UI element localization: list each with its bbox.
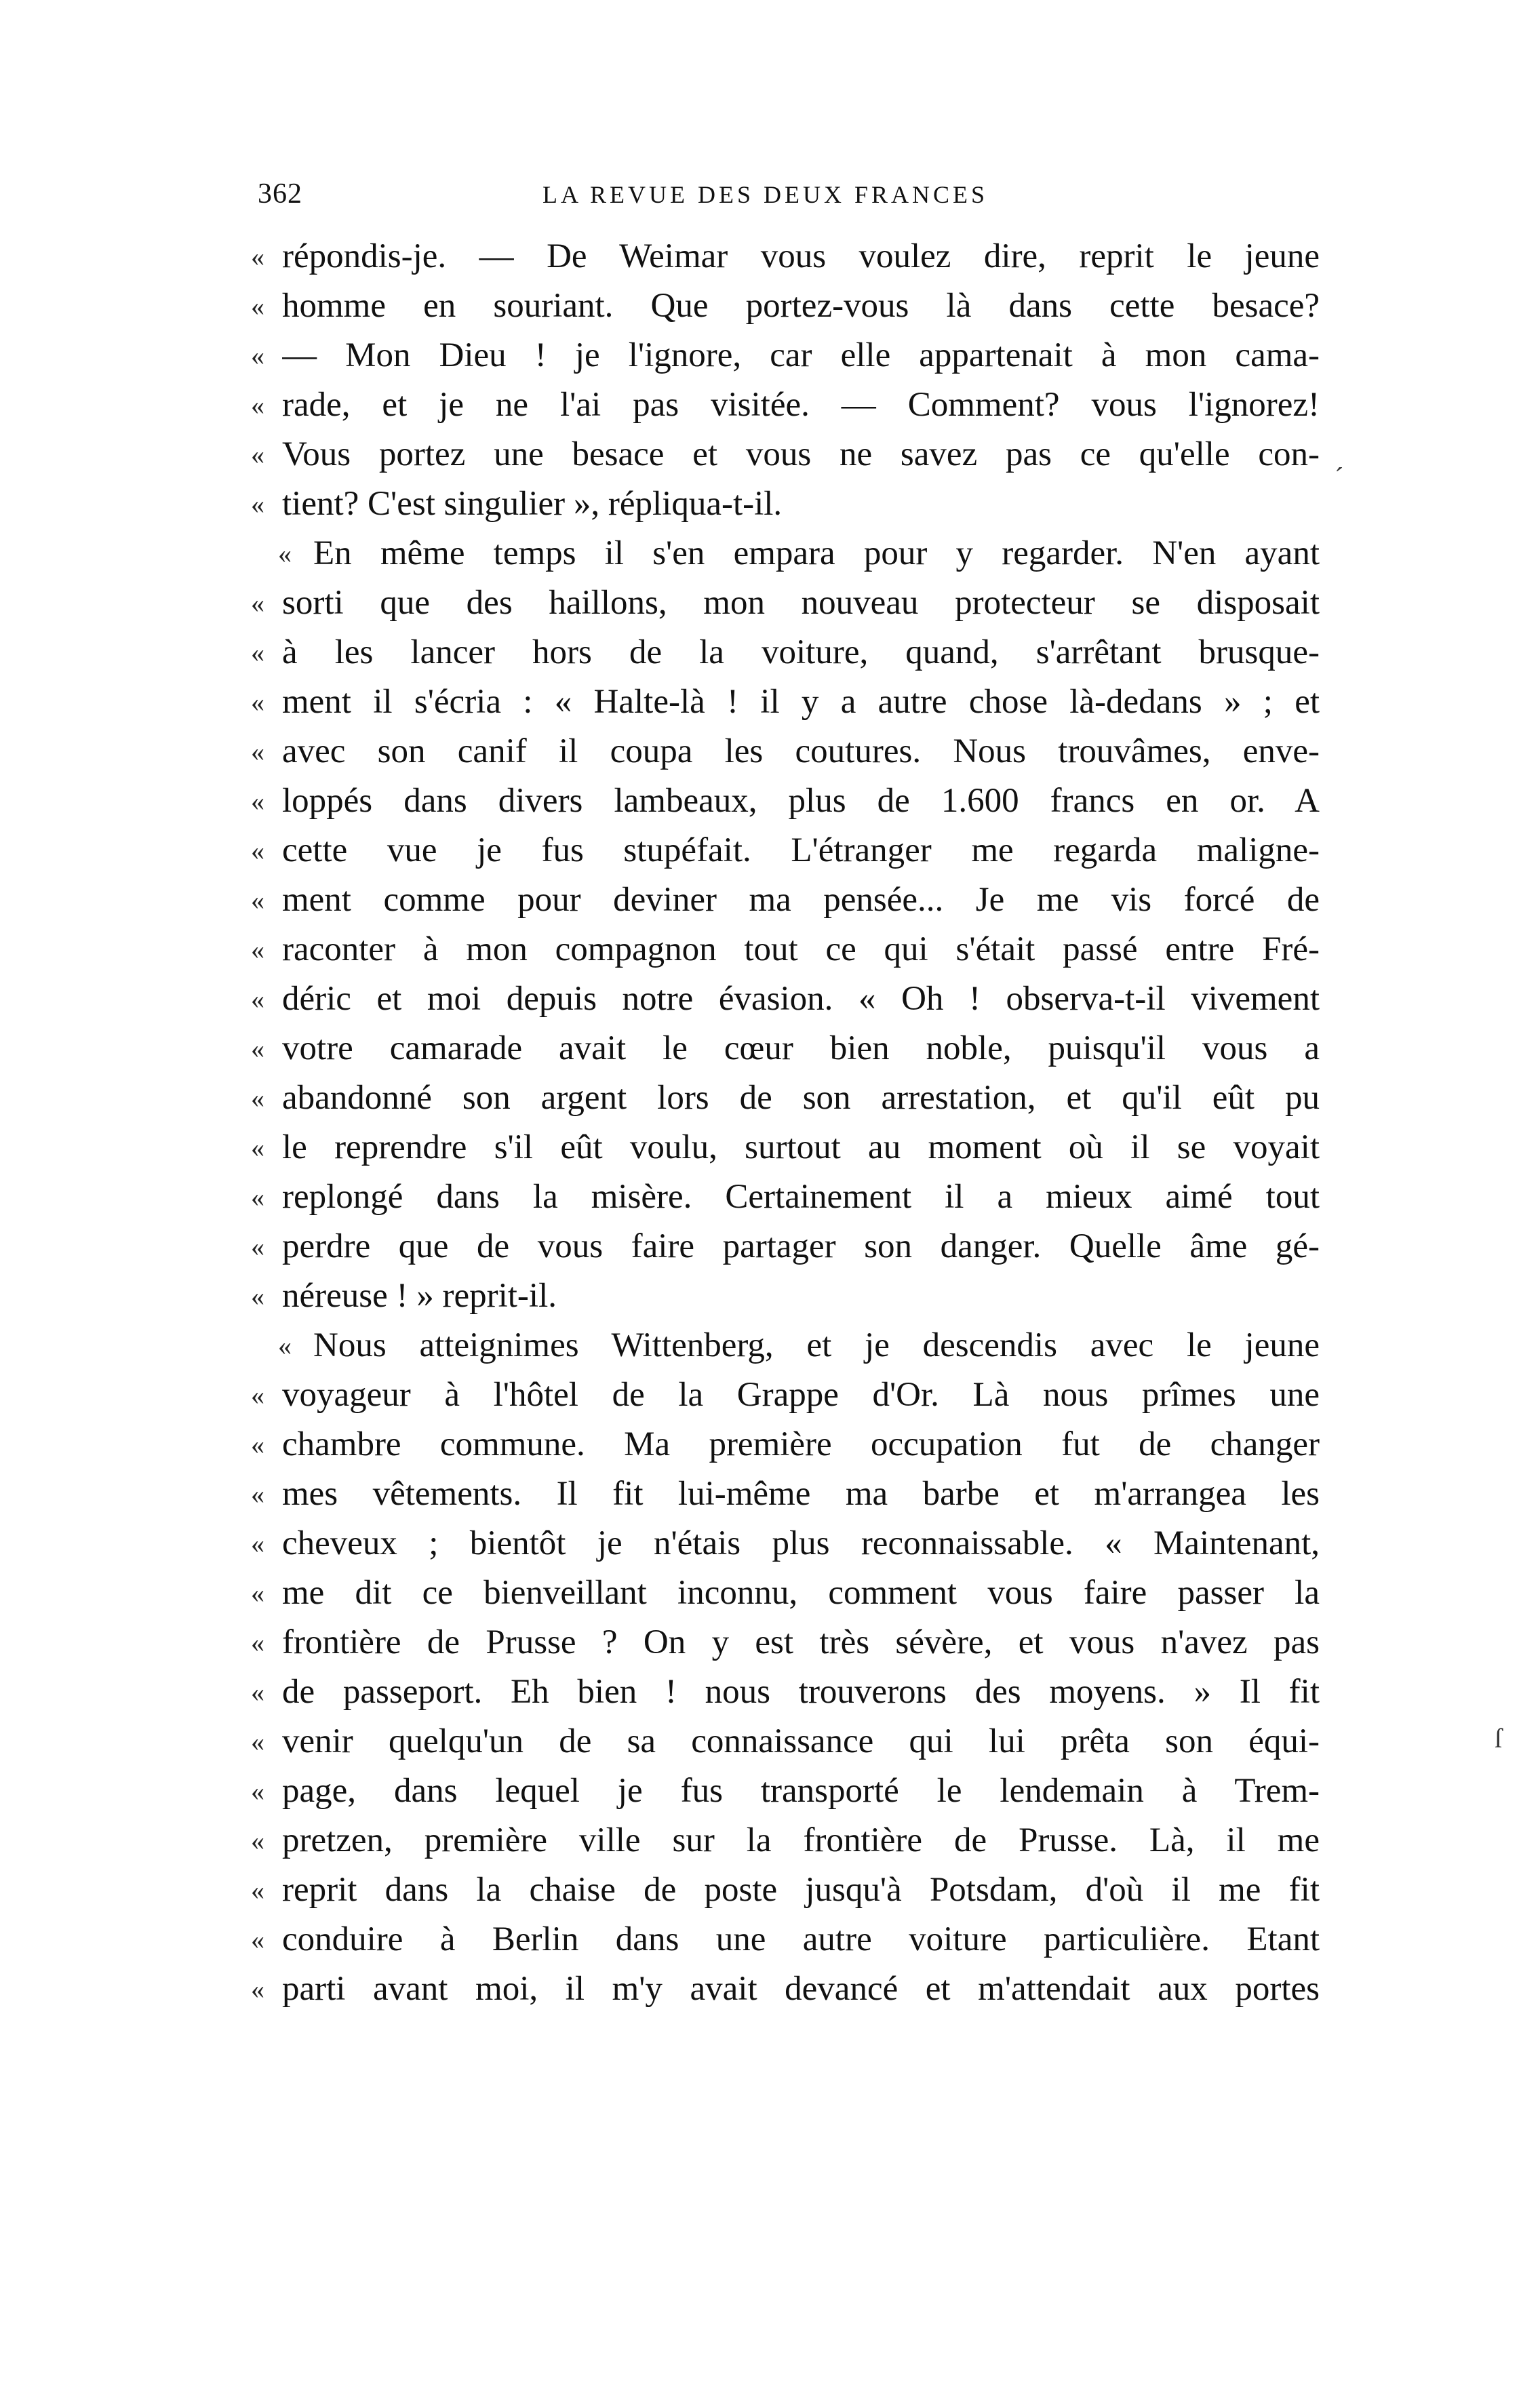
line-guillemet: «: [251, 1231, 264, 1262]
text-line: [251, 1519, 1320, 1568]
line-guillemet: «: [251, 489, 264, 519]
line-guillemet: «: [251, 588, 264, 618]
text-line: [251, 1073, 1320, 1123]
line-text: le reprendre s'il eût voulu, surtout au moment où il se voyait: [282, 1128, 1320, 1166]
line-text: ment comme pour deviner ma pensée... Je me vis forcé de: [282, 881, 1320, 919]
line-guillemet: «: [251, 687, 264, 717]
text-line: [251, 776, 1320, 826]
line-guillemet: «: [251, 1083, 264, 1113]
line-text: néreuse ! » reprit-il.: [282, 1277, 557, 1315]
line-text: abandonné son argent lors de son arrestation, et qu'il eût pu: [282, 1079, 1320, 1117]
text-line: [251, 727, 1320, 776]
text-line: [251, 1915, 1320, 1964]
line-guillemet: «: [251, 934, 264, 965]
text-line: [251, 578, 1320, 628]
line-text: replongé dans la misère. Certainement il a mieux aimé tout: [282, 1178, 1320, 1216]
line-guillemet: «: [251, 1578, 264, 1608]
text-line: [251, 1321, 1320, 1370]
text-line: [251, 380, 1320, 430]
line-text: mes vêtements. Il fit lui-même ma barbe et m'arrangea les: [282, 1475, 1320, 1513]
running-head: [258, 178, 1316, 218]
line-guillemet: «: [251, 1479, 264, 1509]
line-guillemet: «: [251, 1974, 264, 2004]
text-line: [251, 1865, 1320, 1915]
line-guillemet: «: [251, 1429, 264, 1460]
line-guillemet: «: [251, 736, 264, 767]
text-line: [251, 479, 1320, 529]
text-line: [251, 1123, 1320, 1172]
body-text: [251, 232, 1320, 2014]
line-text: votre camarade avait le cœur bien noble, puisqu'il vous a: [282, 1029, 1320, 1067]
line-text: de passeport. Eh bien ! nous trouverons des moyens. » Il fit: [282, 1673, 1320, 1711]
line-guillemet: «: [278, 538, 292, 569]
margin-mark-mid: ſ: [1495, 1723, 1503, 1754]
text-line: [251, 1469, 1320, 1519]
line-text: voyageur à l'hôtel de la Grappe d'Or. Là nous prîmes une: [282, 1376, 1320, 1414]
text-line: [251, 1172, 1320, 1222]
text-line: [251, 1717, 1320, 1766]
line-guillemet: «: [251, 1825, 264, 1856]
line-text: Nous atteignimes Wittenberg, et je descendis avec le jeune: [313, 1326, 1320, 1364]
line-guillemet: «: [251, 340, 264, 371]
line-text: cette vue je fus stupéfait. L'étranger me regarda maligne-: [282, 831, 1320, 869]
text-line: [251, 1964, 1320, 2014]
text-line: [251, 430, 1320, 479]
text-line: [251, 1024, 1320, 1073]
text-line: [251, 232, 1320, 281]
line-text: perdre que de vous faire partager son danger. Quelle âme gé-: [282, 1227, 1320, 1265]
line-guillemet: «: [251, 439, 264, 470]
line-text: rade, et je ne l'ai pas visitée. — Comment? vous l'ignorez!: [282, 386, 1320, 424]
text-line: [251, 875, 1320, 925]
text-line: [251, 281, 1320, 331]
line-text: avec son canif il coupa les coutures. Nous trouvâmes, enve-: [282, 732, 1320, 770]
line-guillemet: «: [251, 984, 264, 1014]
line-text: — Mon Dieu ! je l'ignore, car elle appartenait à mon cama-: [282, 336, 1320, 374]
line-guillemet: «: [251, 1875, 264, 1905]
margin-mark-top: ´: [1335, 462, 1344, 492]
line-text: parti avant moi, il m'y avait devancé et m'attendait aux portes: [282, 1970, 1320, 2008]
line-text: reprit dans la chaise de poste jusqu'à Potsdam, d'où il me fit: [282, 1871, 1320, 1909]
line-text: homme en souriant. Que portez-vous là dans cette besace?: [282, 287, 1320, 325]
line-text: En même temps il s'en empara pour y regarder. N'en ayant: [313, 534, 1320, 572]
line-guillemet: «: [251, 241, 264, 272]
line-guillemet: «: [251, 291, 264, 321]
line-guillemet: «: [251, 1677, 264, 1707]
text-line: [251, 628, 1320, 677]
text-line: [251, 1271, 1320, 1321]
line-text: cheveux ; bientôt je n'étais plus reconnaissable. « Maintenant,: [282, 1524, 1320, 1562]
line-guillemet: «: [251, 1182, 264, 1212]
line-guillemet: «: [251, 1924, 264, 1955]
line-guillemet: «: [251, 1132, 264, 1163]
text-line: [251, 529, 1320, 578]
line-text: frontière de Prusse ? On y est très sévère, et vous n'avez pas: [282, 1623, 1320, 1661]
line-text: me dit ce bienveillant inconnu, comment vous faire passer la: [282, 1574, 1320, 1612]
text-line: [251, 331, 1320, 380]
line-guillemet: «: [251, 1726, 264, 1757]
line-guillemet: «: [251, 390, 264, 420]
line-guillemet: «: [251, 885, 264, 915]
line-text: page, dans lequel je fus transporté le lendemain à Trem-: [282, 1772, 1320, 1810]
text-line: [251, 1420, 1320, 1469]
line-guillemet: «: [251, 1627, 264, 1658]
text-line: [251, 1766, 1320, 1816]
journal-title: LA REVUE DES DEUX FRANCES: [542, 181, 989, 208]
text-line: [251, 1618, 1320, 1667]
line-text: sorti que des haillons, mon nouveau protecteur se disposait: [282, 584, 1320, 622]
line-guillemet: «: [251, 786, 264, 816]
line-text: Vous portez une besace et vous ne savez pas ce qu'elle con-: [282, 435, 1320, 473]
line-text: ment il s'écria : « Halte-là ! il y a autre chose là-dedans » ; et: [282, 683, 1320, 721]
line-guillemet: «: [251, 637, 264, 668]
text-line: [251, 1370, 1320, 1420]
page-number: 362: [258, 178, 302, 210]
text-line: [251, 1568, 1320, 1618]
line-text: conduire à Berlin dans une autre voiture particulière. Etant: [282, 1920, 1320, 1958]
line-text: venir quelqu'un de sa connaissance qui lui prêta son équi-: [282, 1722, 1320, 1760]
text-line: [251, 1667, 1320, 1717]
line-text: pretzen, première ville sur la frontière de Prusse. Là, il me: [282, 1821, 1320, 1859]
line-guillemet: «: [251, 1528, 264, 1559]
text-line: [251, 826, 1320, 875]
line-text: à les lancer hors de la voiture, quand, s'arrêtant brusque-: [282, 633, 1320, 671]
line-text: tient? C'est singulier », répliqua-t-il.: [282, 485, 783, 523]
line-guillemet: «: [251, 1033, 264, 1064]
text-line: [251, 1222, 1320, 1271]
line-text: raconter à mon compagnon tout ce qui s'était passé entre Fré-: [282, 930, 1320, 968]
text-line: [251, 974, 1320, 1024]
line-guillemet: «: [251, 835, 264, 866]
line-guillemet: «: [278, 1330, 292, 1361]
text-line: [251, 1816, 1320, 1865]
line-text: répondis-je. — De Weimar vous voulez dire, reprit le jeune: [282, 237, 1320, 275]
text-line: [251, 925, 1320, 974]
line-text: chambre commune. Ma première occupation fut de changer: [282, 1425, 1320, 1463]
line-guillemet: «: [251, 1776, 264, 1806]
line-text: déric et moi depuis notre évasion. « Oh ! observa-t-il vivement: [282, 980, 1320, 1018]
text-line: [251, 677, 1320, 727]
line-guillemet: «: [251, 1281, 264, 1311]
line-text: loppés dans divers lambeaux, plus de 1.600 francs en or. A: [282, 782, 1320, 820]
line-guillemet: «: [251, 1380, 264, 1410]
